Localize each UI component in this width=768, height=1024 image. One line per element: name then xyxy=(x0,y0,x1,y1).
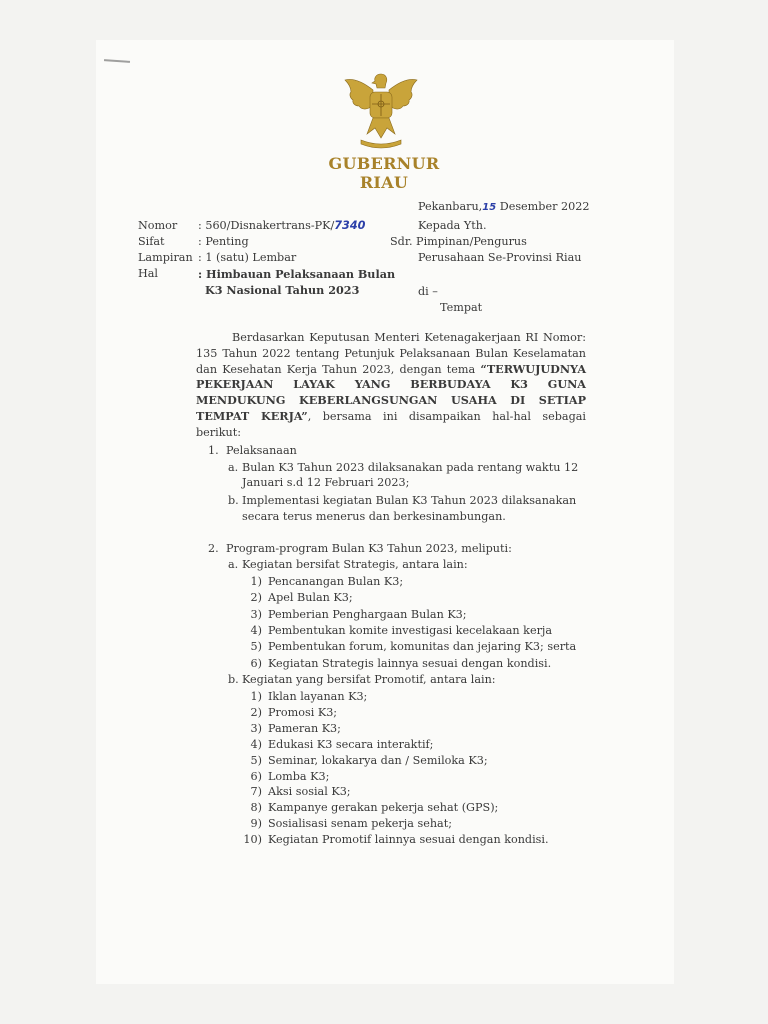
list-item-number: 3) xyxy=(250,721,262,735)
intro-theme: “TERWUJUDNYA PEKERJAAN LAYAK YANG BERBUDAYA K3 GUNA MENDUKUNG KEBERLANGSUNGAN USAHA DI SETIAP TEMPAT KERJA” xyxy=(196,361,586,423)
list-item-text: Kegiatan Strategis lainnya sesuai dengan kondisi. xyxy=(268,656,552,670)
nomor-printed: : 560/Disnakertrans-PK/ xyxy=(198,219,335,232)
recipient-line4: di – xyxy=(418,285,438,298)
lampiran-value: : 1 (satu) Lembar xyxy=(198,251,297,264)
list-item-number: 8) xyxy=(250,801,262,815)
section2-title: Program-program Bulan K3 Tahun 2023, meliputi: xyxy=(226,542,512,555)
section2-a-label: a. xyxy=(228,558,239,571)
list-item-number: 7) xyxy=(250,785,262,799)
section1-a-line2: Januari s.d 12 Februari 2023; xyxy=(242,476,410,489)
list-item-text: Edukasi K3 secara interaktif; xyxy=(268,737,434,751)
list-item-text: Pembentukan forum, komunitas dan jejaring K3; serta xyxy=(268,640,577,654)
place-date-prefix: Pekanbaru, xyxy=(418,200,483,213)
recipient-line1: Kepada Yth. xyxy=(418,219,487,232)
list-item-number: 5) xyxy=(250,753,262,767)
section1-b-line1: Implementasi kegiatan Bulan K3 Tahun 2023 dilaksanakan xyxy=(242,494,577,507)
section1-b-label: b. xyxy=(228,494,239,507)
list-item-number: 6) xyxy=(250,656,262,670)
nomor-value xyxy=(198,219,365,233)
recipient-line2: Sdr. Pimpinan/Pengurus xyxy=(390,235,527,248)
sifat-label: Sifat xyxy=(138,235,165,248)
place-date xyxy=(418,200,589,215)
section2-b-label: b. xyxy=(228,673,239,686)
list-item-number: 1) xyxy=(250,690,262,703)
section2-b-title: Kegiatan yang bersifat Promotif, antara lain: xyxy=(242,673,496,686)
list-item-text: Apel Bulan K3; xyxy=(268,591,353,605)
list-item-text: Sosialisasi senam pekerja sehat; xyxy=(268,817,452,831)
list-item-text: Pemberian Penghargaan Bulan K3; xyxy=(268,607,467,621)
list-item-number: 6) xyxy=(250,769,262,783)
list-item-text: Pembentukan komite investigasi kecelakaan kerja xyxy=(268,623,553,637)
nomor-label: Nomor xyxy=(138,219,178,232)
section2-number: 2. xyxy=(208,542,219,555)
list-item-text: Promosi K3; xyxy=(268,705,338,719)
list-item-text: Kegiatan Promotif lainnya sesuai dengan kondisi. xyxy=(268,833,549,847)
hal-label: Hal xyxy=(138,267,159,280)
list-item-text: Pencanangan Bulan K3; xyxy=(268,575,404,588)
list-item-number: 2) xyxy=(250,705,262,719)
list-item-number: 1) xyxy=(250,575,262,588)
list-item-number: 9) xyxy=(250,817,262,831)
handwritten-number: 7340 xyxy=(334,219,366,232)
section1-a-line1: Bulan K3 Tahun 2023 dilaksanakan pada rentang waktu 12 xyxy=(242,461,579,474)
list-item-number: 10) xyxy=(243,833,262,847)
sifat-value: : Penting xyxy=(198,235,249,248)
list-item-text: Iklan layanan K3; xyxy=(268,690,368,703)
list-item-number: 5) xyxy=(250,640,262,654)
list-item-text: Seminar, lokakarya dan / Semiloka K3; xyxy=(268,753,488,767)
intro-text-2: , bersama ini disampaikan hal-hal sebagai berikut: xyxy=(196,409,586,439)
section1-title: Pelaksanaan xyxy=(226,444,297,457)
letterhead-title: GUBERNUR RIAU xyxy=(328,154,440,192)
section1-a-label: a. xyxy=(228,461,239,474)
section1-b-line2: secara terus menerus dan berkesinambungan. xyxy=(242,510,506,523)
list-item-number: 4) xyxy=(250,737,262,751)
intro-text-1: Berdasarkan Keputusan Menteri Ketenagakerjaan RI Nomor: 135 Tahun 2022 tentang Petunjuk Pelaksanaan Bulan Keselamatan dan Kesehatan Kerja Tahun 2023, dengan tema xyxy=(196,331,586,376)
intro-paragraph xyxy=(196,330,586,441)
section1-number: 1. xyxy=(208,444,219,457)
recipient-line3: Perusahaan Se-Provinsi Riau xyxy=(418,251,582,264)
list-item-text: Pameran K3; xyxy=(268,721,341,735)
recipient-line5: Tempat xyxy=(440,301,483,314)
list-item-number: 2) xyxy=(250,591,262,605)
garuda-emblem-icon xyxy=(343,68,419,150)
hal-value-line1: : Himbauan Pelaksanaan Bulan xyxy=(198,267,396,281)
list-item-text: Aksi sosial K3; xyxy=(268,785,351,799)
section2-a-title: Kegiatan bersifat Strategis, antara lain: xyxy=(242,558,468,571)
list-item-text: Kampanye gerakan pekerja sehat (GPS); xyxy=(268,801,499,815)
list-item-text: Lomba K3; xyxy=(268,769,330,783)
list-item-number: 4) xyxy=(250,623,262,637)
place-date-suffix: Desember 2022 xyxy=(496,200,590,213)
hal-value-line2: K3 Nasional Tahun 2023 xyxy=(205,283,360,297)
lampiran-label: Lampiran xyxy=(138,251,193,264)
list-item-number: 3) xyxy=(250,607,262,621)
handwritten-day: 15 xyxy=(482,202,497,213)
